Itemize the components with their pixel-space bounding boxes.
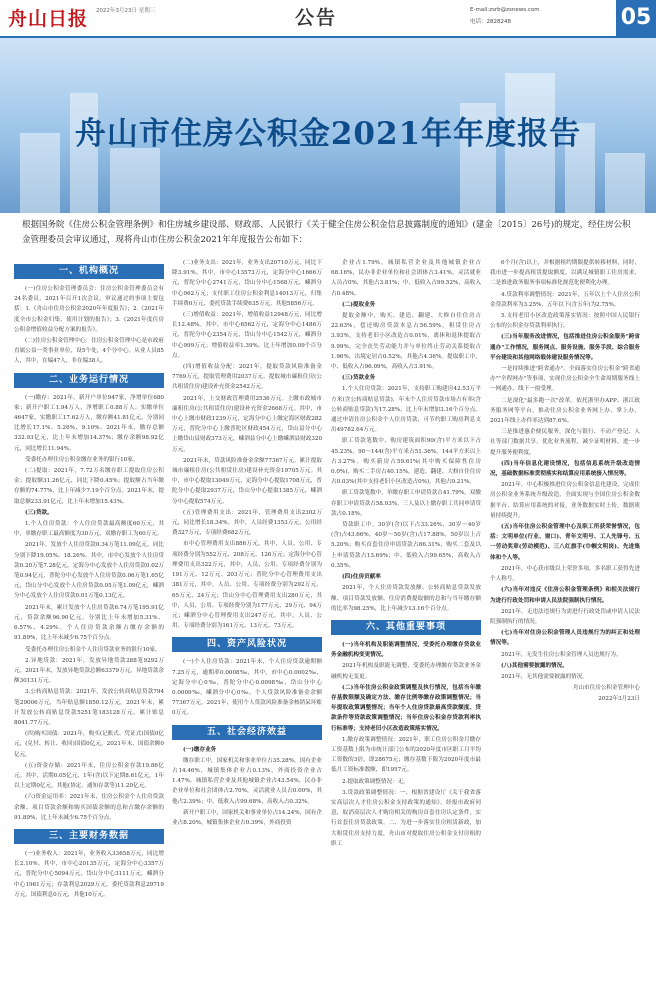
paragraph: 6个月(含)以上，并根据租约期限提供转移材料，同时，我市进一步提高租赁提取额度，以满足城镇职工住房需求，二是推进政务服务事项标准化规范化便利化办理。: [490, 260, 640, 287]
paragraph: 贷款职工中，30岁(含)以下占33.26%，30岁～40岁(含)占43.66%，40岁～50岁(含)占17.88%，50岁以上占5.20%；购买首套住房申请贷款占86.31%，购买二套及以上申请贷款占13.69%；中、低收入占99.65%，高收入占0.35%。: [331, 522, 481, 569]
section-heading: 五、社会经济效益: [172, 725, 322, 740]
paragraph: 2021年，无发生住房公积金管理人员违规行为。: [501, 651, 622, 658]
paragraph: 职工贷款笔数中，购房建筑面积90(含)平方米以下占45.23%，90～144(含)平方米占51.36%，144平方米以上占3.27%。购买新房占59.61%(其中购买保障性住房0.0%)，购买二手房占40.15%，建造、翻建、大修自住住房占0.03%(其中支持老旧小区改造占0%)，其他占0.21%。: [331, 438, 481, 486]
paragraph: (四)当年信息化建设情况，包括信息系统升级改造情况，基础数据标准贯彻落实和结算应用系统接入情况等。: [490, 460, 640, 478]
paragraph: (七)当年对住房公积金管理人员违规行为的纠正和处理情况等。: [490, 630, 640, 647]
section-heading: 四、资产风险状况: [172, 637, 322, 652]
paragraph: 二是深化"最多跑一次"改革。依托浙里办APP、浙江政务服务网等平台，推动住房公积金业务网上办、掌上办，2021年线上办件率达到87.6%。: [490, 397, 640, 425]
paragraph: 受委托办理住房公积金个人住房贷款业务的银行10家。: [25, 646, 161, 653]
paragraph: (二)业务支出：2021年，业务支出20710万元，同比下降3.91%。其中，市中心13573万元，定海分中心1666万元，普陀分中心2741万元，岱山分中心1568万元，嵊泗分中心962万元；支付职工住房公积金利息14013万元，归集手续费0万元，委托贷款手续费635万元，其他5856万元。: [172, 260, 322, 307]
phone-text: 电话：2828248: [470, 19, 511, 25]
paragraph: 4.贷款利率调整情况：2021年，五年以上个人住房公积金贷款利率为3.25%，五年以下(含五年)为2.75%。: [490, 291, 640, 308]
paragraph: (二)提取：2021年，7.72万名缴存职工提取住房公积金；提取额31.26亿元，同比下降0.45%；提取额占当年缴存额的74.77%，比上年减少7.19个百分点。2021年末，提取总额233.91亿元，比上年末增加15.43%。: [14, 468, 164, 505]
section-heading: 六、其他重要事项: [331, 620, 481, 635]
paragraph: 2021年，中心获市级以上荣誉多项，多名职工获得先进个人称号。: [490, 565, 640, 583]
paragraph: 3.贷款政策调整情况：一、根据省建设厅《关于我省落实高层次人才住房公积金支持政策的通知》，经报市政府同意，取消高层次人才购房相关的购房首套住房认定条件，实行首套住房贷款政策。二、为进一步落实住房租赁新政，加大租赁住房支持力度，舟山市对提取住房公积金支付房租的职工: [331, 789, 481, 847]
paragraph: (三)贷款业务: [342, 375, 376, 382]
paragraph: 1.个人住房贷款：个人住房贷款最高额度60万元，其中，单缴存职工最高额度为30万元，双缴存职工为60万元。: [14, 521, 164, 538]
paragraph: (一)业务收入：2021年，业务收入33658万元，同比增长2.10%。其中，市中心20135万元，定海分中心3357万元，普陀分中心5094万元，岱山分中心3111万元，嵊泗分中心1961万元；存款利息2029万元，委托贷款利息29719万元，国债利息0万元，其他10万元。: [14, 850, 164, 898]
paragraph: (五)资金存储：2021年末，住房公积金存款19.86亿元。其中，活期0.05亿元，1年(含)以下定期8.61亿元，1年以上定期0亿元，其他(协定、通知存款等)11.20亿元。: [14, 762, 164, 790]
paragraph: 2021年，上交财政管理费用2536万元。上缴市政城市廉租住房(公共租赁住房)建设补充资金2668万元。其中，市中心上缴市财政1239万元，定海分中心上缴定海区财政282万元，普陀分中心上缴普陀区财政454万元，岱山县分中心上缴岱山县财政373万元，嵊泗县分中心上缴嵊泗县财政320万元。: [172, 395, 322, 453]
title-banner: [0, 38, 656, 213]
page-number: 05: [616, 0, 656, 36]
paragraph: 企业占1.79%，城镇私营企业及其他城镇企业占68.16%，民办非企业单位和社会团体占3.41%，灵活就业人员占0%，其他占3.81%；中、低收入占99.52%，高收入占0.48%。: [331, 260, 481, 297]
column-2: [172, 258, 322, 998]
contact-info: [470, 4, 540, 28]
paragraph: 新开户职工中，国家机关和事业单位占14.24%，国有企业占8.20%，城镇集体企业占0.39%，外商投资: [172, 809, 322, 826]
paragraph: (一)个人住房贷款：2021年末，个人住房贷款逾期额7.25万元，逾期率0.0008‰，其中，市中心0.0002‰，定海分中心0‰，普陀分中心0.0098‰，岱山分中心0.0009‰，嵊泗分中心0‰。个人贷款风险准备金余额77367万元。2021年，使用个人贷款风险准备金核销呆坏账0万元。: [172, 659, 322, 717]
paragraph: (四)购买国债：2021年，购买(记账式、凭证式)国债0亿元，(兑付、转让、收回)国债0亿元。2021年末，国债余额0亿元。: [14, 731, 164, 758]
paragraph: (一)缴存：2021年，新开户单位947家，净增单位680家；新开户职工1.94万人，净增职工0.88万人；实缴单位4647家，实缴职工17.62万人，缴存额41.81亿元，分别同比增长17.1%、5.26%、9.10%。2021年末，缴存总额332.93亿元，比上年末增加14.37%；缴存余额98.92亿元，同比增长11.94%。: [14, 394, 164, 452]
paragraph: 2021年，中心积极推进住房公积金信息化建设，完成住房公积金业务系统升级改造，全面实现与全国住房公积金数据平台、结算应用系统的对接，业务数据实时上传，数据质量持续提升。: [490, 482, 640, 519]
section-title: 公告: [295, 7, 338, 29]
masthead: [0, 0, 656, 38]
newspaper-logo: 舟山日报: [8, 8, 89, 30]
paragraph: (八)其他需要披露的情况。: [501, 662, 568, 669]
section-heading: 一、机构概况: [14, 264, 164, 279]
paragraph: (五)管理费用支出：2021年，管理费用支出2302万元，同比增长18.34%。其中，人员经费1353万元，公用经费327万元，专项经费682万元。: [172, 509, 322, 537]
column-4: [490, 258, 640, 998]
paragraph: 2021年，无违法违规行为需进行行政处罚或申请人民法院强制执行的情况。: [490, 608, 640, 625]
paragraph: 2021年，个人住房贷款发放额、公转商贴息贷款发放额、项目贷款发放额、住房消费提取额的总和与当年缴存额的比率为98.25%，比上年减少13.16个百分点。: [331, 585, 481, 612]
paragraph: (三)贷款。: [25, 509, 53, 516]
section-heading: 三、主要财务数据: [14, 829, 164, 844]
paragraph: 3.公转商贴息贷款：2021年，发放公转商贴息贷款794笔29006万元，当年贴息额1850.12万元。2021年末，累计发放公转商贴息贷款5251笔183128万元，累计贴息8041.77万元。: [14, 689, 164, 726]
paragraph: 一是持续推进"跨省通办"。全面落实住房公积金"跨省通办""全程网办"等事项，实现住房公积金全生命周期服务线上一网通办、线下一窗受理。: [490, 366, 640, 393]
paragraph: 2021年机构及职能无调整，受委托办理缴存贷款业务金融机构无变更。: [331, 663, 481, 680]
paragraph: (五)当年住房公积金管理中心及职工所获荣誉情况，包括：文明单位(行业、窗口)、青年文明号、工人先锋号、五一劳动奖章(劳动模范)、三八红旗手(巾帼文明岗)、先进集体和个人等。: [490, 524, 640, 561]
dateline: 2022年3月23日 星期三: [96, 8, 156, 14]
column-3: [331, 258, 481, 998]
email-text: E-mail:zsrb@zsnews.com: [470, 7, 540, 13]
column-1: [14, 258, 164, 998]
paragraph: (一)住房公积金管理委员会：住房公积金管理委员会有24名委员，2021年召开1次会议，审议通过的事项主要包括：1.《舟山市住房公积金2020年年度报告》；2.《2021年度全市公积金归集、使用计划的报告》；3.《2021年度住房公积金增值收益分配方案的报告》。: [14, 286, 164, 333]
paragraph: (二)住房公积金管理中心：住房公积金管理中心是市政府直属公益一类事业单位，设5个处，4个分中心。从业人员85人，其中，在编47人，非在编38人。: [14, 338, 164, 365]
paragraph: (二)提取业务: [342, 301, 376, 308]
paragraph: 2.提取政策调整情况：无。: [342, 778, 409, 785]
paragraph: 2021年末，贷款风险准备金余额77367万元。累计提取城市廉租住房(公共租赁住房)建设补充资金19705万元。其中，市中心提取13049万元，定海分中心提取1708万元，普陀分中心提取2937万元，岱山分中心提取1385万元，嵊泗分中心提取574万元。: [172, 457, 322, 505]
paragraph: 5.支持老旧小区改造政策落实情况：按照中国人民银行公布的公积金存贷款利率执行。: [490, 313, 640, 330]
paragraph: (六)当年对违反《住房公积金管理条例》和相关法规行为进行行政处罚和申请人民法院强制执行情况。: [490, 587, 640, 604]
signature-org: 舟山市住房公积金管理中心: [572, 685, 640, 692]
paragraph: (三)增值收益：2021年，增值收益12948万元，同比增长12.48%。其中，市中心6562万元，定海分中心1486万元，普陀分中心2354万元，岱山分中心1542万元，嵊泗分中心999万元；增值收益率1.39%，比上年增加0.09个百分点。: [172, 312, 322, 359]
paragraph: 市中心管理费用支出886万元，其中，人员、公用、专项经费分别为552万元、208万元、126万元；定海分中心管理费用支出322万元，其中，人员、公用、专项经费分别为191万元、12万元、203万元；普陀分中心管理费用支出381万元，其中，人员、公用、专项经费分别为292万元、65万元、24万元；岱山分中心管理费用支出280万元，其中，人员、公用、专项经费分别为177万元、29万元、94万元；嵊泗分中心管理费用支出247万元，其中，人员、公用、专项经费分别为161万元、13万元、73万元。: [172, 541, 322, 630]
paragraph: 2.异地贷款：2021年，发放异地贷款288笔9292万元。2021年末，发放异地贷款总额63379万元，异地贷款余额30131万元。: [14, 657, 164, 685]
signature-date: 2022年3月23日: [598, 696, 640, 703]
paragraph: 2021年，发放个人住房贷款0.34万笔11.09亿元，同比分别下降19.05%、18.26%。其中，市中心发放个人住房贷款0.20万笔7.28亿元，定海分中心发放个人住房贷款0.02万笔0.94亿元，普陀分中心发放个人住房贷款0.06万笔1.65亿元，岱山分中心发放个人住房贷款0.05万笔1.09亿元，嵊泗分中心发放个人住房贷款0.01万笔0.13亿元。: [14, 542, 164, 600]
paragraph: (一)当年机构及职能调整情况，受委托办理缴存贷款业务金融机构变更情况。: [331, 641, 481, 659]
paragraph: 缴存职工中，国家机关和事业单位占35.28%，国有企业占14.46%，城镇集体企业占0.13%，外商投资企业占1.47%，城镇私营企业及其他城镇企业占43.54%，民办非企业单位和社会团体占2.70%，灵活就业人员占0.00%，其他占2.39%；中、低收入占99.68%，高收入占0.32%。: [172, 757, 322, 805]
lead-paragraph: 根据国务院《住房公积金管理条例》和住房城乡建设部、财政部、人民银行《关于健全住房公积金信息披露制度的通知》(建金〔2015〕26号)的规定，经住房公积金管理委员会审议通过，现将舟山市住房公积金2021年年度报告公布如下：: [22, 220, 631, 245]
paragraph: (一)缴存业务: [183, 746, 217, 753]
paragraph: (二)当年住房公积金政策调整及执行情况，包括当年缴存基数限额及确定方法、缴存比例等缴存政策调整情况；当年提取政策调整情况；当年个人住房贷款最高贷款额度、贷款条件等贷款政策调整情况；当年住房公积金存贷款利率执行标准等；支持老旧小区改造政策落实情况。: [331, 684, 481, 732]
paragraph: 职工贷款笔数中，单缴存职工申请贷款占41.79%，双缴存职工申请贷款占58.03%，三人及以上缴存职工共同申请贷款占0.18%。: [331, 490, 481, 517]
paragraph: 2021年末，累计发放个人住房贷款6.74万笔195.91亿元，贷款余额96.90亿元，分别比上年末增加5.31%、6.57%、4.29%。个人住房贷款余额占缴存余额的91.89%，比上年末减少6.75个百分点。: [14, 604, 164, 642]
report-title: 舟山市住房公积金2021年年度报告: [74, 116, 582, 152]
section-heading: 二、业务运行情况: [14, 373, 164, 388]
paragraph: 受委托办理住房公积金缴存业务的银行10家。: [25, 456, 139, 463]
paragraph: (四)增值收益分配：2021年，提取贷款风险准备金7769万元，提取管理费用2037万元，提取城市廉租住房(公共租赁住房)建设补充资金2542万元。: [172, 364, 322, 391]
paragraph: 1.个人住房贷款：2021年，支持职工购建房42.53万平方米(含公转商贴息贷款)，年末个人住房贷款市场占有率(含公转商贴息贷款)为17.28%，比上年末增加3.16个百分点。通过申请住房公积金个人住房贷款，可节约职工购房利息支出49782.64万元。: [331, 386, 481, 434]
paragraph: 2021年，无其他需要披露的情况。: [501, 673, 588, 680]
paragraph: (三)当年服务改进情况，包括推进住房公积金服务"跨省通办"工作情况，服务网点、服务设施、服务手段、综合服务平台建设和其他网络载体建设服务情况等。: [490, 334, 640, 361]
paragraph: 1.缴存政策调整情况：2021年，职工住房公积金月缴存工资基数上限为市统计部门公布的2020年度市区职工月平均工资数的3倍，即28675元；缴存基数下限为2020年度市最低月工资标准数额，即1957元。: [331, 736, 481, 774]
paragraph: (六)资金运用率：2021年末，住房公积金个人住房贷款余额、项目贷款余额和购买国债余额的总和占缴存余额的91.89%，比上年末减少6.75个百分点。: [14, 794, 164, 821]
paragraph: (四)住房贡献率: [342, 574, 381, 581]
paragraph: 提取金额中，购买、建造、翻建、大修自住住房占22.63%，偿还购房贷款本息占56.59%，租赁住房占3.93%，支持老旧小区改造占0.01%，离休和退休提取占9.99%，完全丧失劳动能力并与单位终止劳动关系提取占1.96%，出境定居占0.52%，其他占4.36%。提取职工中，中、低收入占96.09%，高收入占3.91%。: [331, 313, 481, 371]
article-body: [14, 258, 642, 998]
paragraph: 三是推进惠企便民服务。深化与银行、不动产登记、人社等部门数据共享，优化业务流程，减少证明材料，进一步提升服务便利度。: [490, 429, 640, 456]
